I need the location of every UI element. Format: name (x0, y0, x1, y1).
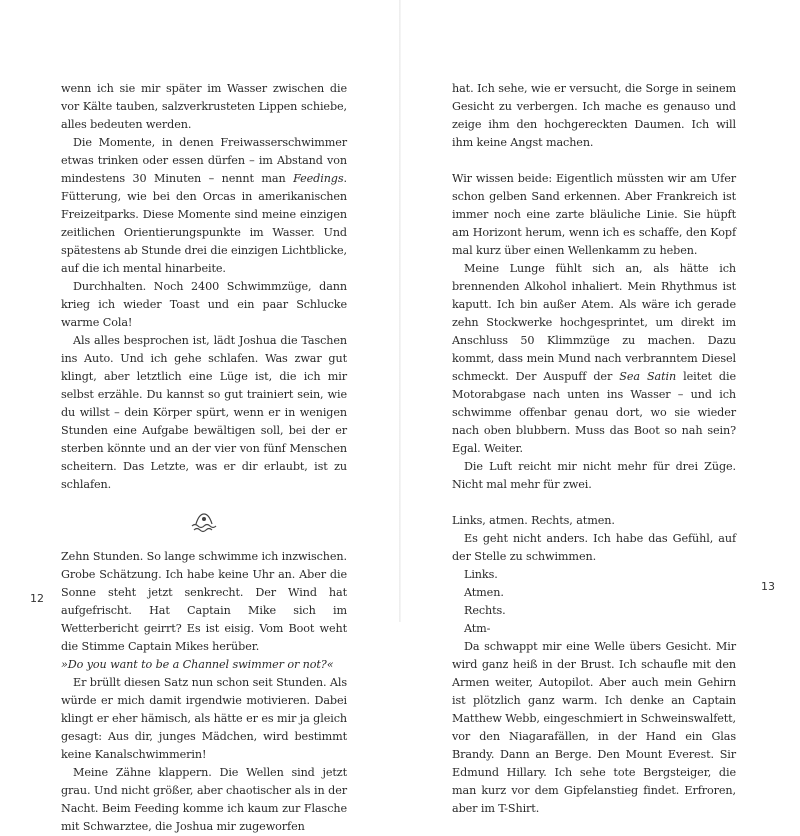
short-line: Links. (464, 568, 498, 581)
paragraph: Durchhalten. Noch 2400 Schwimmzüge, dann krieg ich wieder Toast und ein paar Schlucke warme Cola! (61, 280, 347, 329)
paragraph: Zehn Stunden. So lange schwimme ich inzwischen. Grobe Schätzung. Ich habe keine Uhr an. Aber die Sonne steht jetzt senkrecht. Der Wind hat aufgefrischt. Hat Captain Mike sich im Wetterbericht geirrt? Es ist eisig. Vom Boot weht die Stimme Captain Mikes herüber. (61, 550, 347, 653)
section-ornament (61, 504, 347, 540)
paragraph: Links, atmen. Rechts, atmen. (452, 514, 615, 527)
short-line: Atmen. (464, 586, 504, 599)
right-text-column (452, 80, 736, 818)
paragraph: Als alles besprochen ist, lädt Joshua die Taschen ins Auto. Und ich gehe schlafen. Was zwar gut klingt, aber letztlich eine Lüge ist, die ich mir selbst erzähle. Du kannst so gut trainiert sein, wie du willst – dein Körper spürt, wenn er in wenigen Stunden eine Aufgabe bewältigen soll, bei der er sterben könnte und an der vier von fünf Menschen scheitern. Das Letzte, was er dir erlaubt, ist zu schlafen. (61, 334, 347, 491)
paragraph: hat. Ich sehe, wie er versucht, die Sorge in seinem Gesicht zu verbergen. Ich mache es genauso und zeige ihm den hochgereckten Daumen. Ich will ihm keine Angst machen. (452, 82, 736, 149)
paragraph: Da schwappt mir eine Welle übers Gesicht. Mir wird ganz heiß in der Brust. Ich schaufle mit den Armen weiter, Autopilot. Aber auch mein Gehirn ist plötzlich ganz warm. Ich denke an Captain Matthew Webb, eingeschmiert in Schweinswalfett, vor den Niagarafällen, in der Hand ein Glas Brandy. Dann an Berge. Den Mount Everest. Sir Edmund Hillary. Ich sehe tote Bergsteiger, die man kurz vor dem Gipfelanstieg findet. Erfroren, aber im T-Shirt. (452, 640, 736, 815)
page-number: 12 (30, 592, 44, 605)
paragraph: Er brüllt diesen Satz nun schon seit Stunden. Als würde er mich damit irgendwie motivieren. Dabei klingt er eher hämisch, als hätte er es mir ja gleich gesagt: Aus dir, junges Mädchen, wird bestimmt keine Kanalschwimmerin! (61, 676, 347, 761)
paragraph: wenn ich sie mir später im Wasser zwischen die vor Kälte tauben, salzverkrusteten Lippen schiebe, alles bedeuten werden. (61, 82, 347, 131)
paragraph: Wir wissen beide: Eigentlich müssten wir am Ufer schon gelben Sand erkennen. Aber Frankreich ist immer noch eine zarte bläuliche Linie. Sie hüpft am Horizont herum, wenn ich es schaffe, den Kopf mal kurz über einen Wellenkamm zu heben. (452, 172, 736, 257)
paragraph: Die Luft reicht mir nicht mehr für drei Züge. Nicht mal mehr für zwei. (452, 460, 736, 491)
right-page (400, 0, 800, 815)
page-number: 13 (761, 580, 775, 593)
italic-term: Feedings (293, 172, 344, 185)
wave-swimmer-ornament-icon (190, 510, 218, 534)
short-line: Rechts. (464, 604, 506, 617)
left-page (0, 0, 400, 833)
short-line: Atm- (464, 622, 491, 635)
left-text-column (61, 80, 347, 836)
paragraph: Meine Zähne klappern. Die Wellen sind jetzt grau. Und nicht größer, aber chaotischer als in der Nacht. Beim Feeding komme ich kaum zur Flasche mit Schwarztee, die Joshua mir zugeworfen (61, 766, 347, 833)
quote: »Do you want to be a Channel swimmer or not?« (61, 658, 334, 671)
paragraph: Es geht nicht anders. Ich habe das Gefühl, auf der Stelle zu schwimmen. (452, 532, 736, 563)
paragraph: Die Momente, in denen Freiwasserschwimmer etwas trinken oder essen dürfen – im Abstand von mindestens 30 Minuten – nennt man Feedings. Fütterung, wie bei den Orcas in amerikanischen Freizeitparks. Diese Momente sind meine einzigen zeitlichen Orientierungspunkte im Wasser. Und spätestens ab Stunde drei die einzigen Lichtblicke, auf die ich mental hinarbeite. (61, 136, 347, 275)
italic-term: Sea Satin (619, 370, 677, 383)
paragraph: Meine Lunge fühlt sich an, als hätte ich brennenden Alkohol inhaliert. Mein Rhythmus ist kaputt. Ich bin außer Atem. Als wäre ich gerade zehn Stockwerke hochgesprintet, um direkt im Anschluss 50 Klimmzüge zu machen. Dazu kommt, dass mein Mund nach verbranntem Diesel schmeckt. Der Auspuff der Sea Satin leitet die Motorabgase nach unten ins Wasser – und ich schwimme offenbar genau dort, wo sie wieder nach oben blubbern. Muss das Boot so nah sein? Egal. Weiter. (452, 262, 736, 455)
